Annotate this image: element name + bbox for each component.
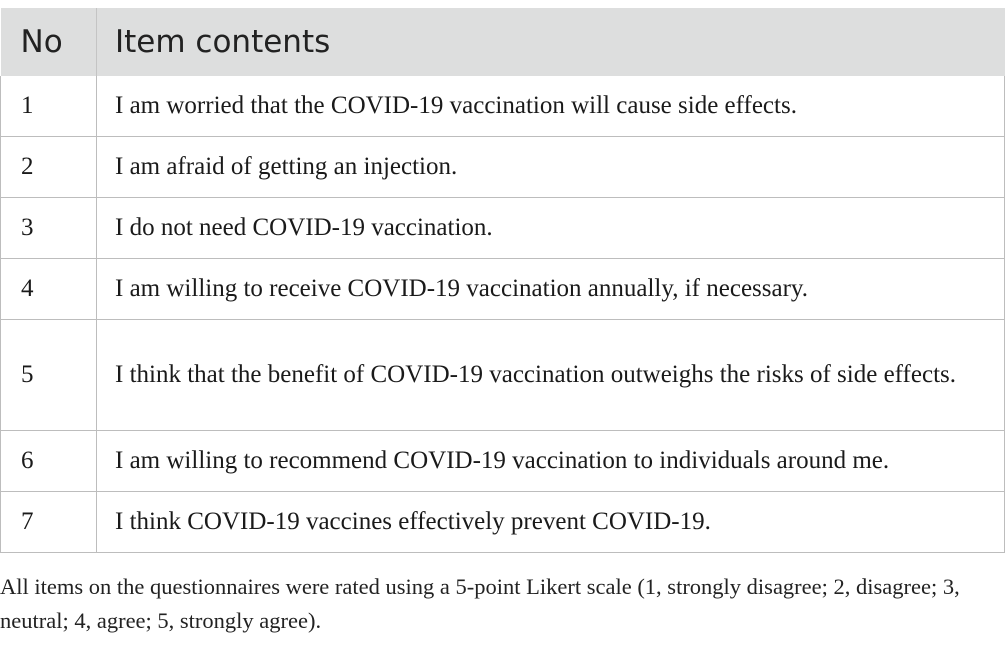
row-item-text: I am willing to receive COVID-19 vaccination annually, if necessary. [97, 259, 1005, 320]
row-number: 3 [1, 198, 97, 259]
table-row [1, 320, 1005, 431]
row-item-text: I am willing to recommend COVID-19 vaccination to individuals around me. [97, 431, 1005, 492]
table-row [1, 492, 1005, 553]
row-item-text: I am worried that the COVID-19 vaccination will cause side effects. [97, 76, 1005, 137]
table-body [1, 76, 1005, 553]
table-row [1, 259, 1005, 320]
row-number: 5 [1, 320, 97, 431]
header-no: No [1, 8, 97, 76]
table-row [1, 76, 1005, 137]
row-item-text: I do not need COVID-19 vaccination. [97, 198, 1005, 259]
table-row [1, 198, 1005, 259]
row-number: 2 [1, 137, 97, 198]
row-item-text: I think COVID-19 vaccines effectively prevent COVID-19. [97, 492, 1005, 553]
row-item-text: I am afraid of getting an injection. [97, 137, 1005, 198]
header-row [1, 8, 1005, 76]
row-number: 6 [1, 431, 97, 492]
questionnaire-table-container [0, 8, 1005, 553]
table-header [1, 8, 1005, 76]
row-number: 4 [1, 259, 97, 320]
row-number: 1 [1, 76, 97, 137]
table-footnote: All items on the questionnaires were rated using a 5-point Likert scale (1, strongly disagree; 2, disagree; 3, neutral; 4, agree; 5, strongly agree). [0, 574, 960, 633]
table-row [1, 431, 1005, 492]
questionnaire-table [0, 8, 1005, 553]
header-item-contents: Item contents [97, 8, 1005, 76]
row-number: 7 [1, 492, 97, 553]
table-row [1, 137, 1005, 198]
row-item-text: I think that the benefit of COVID-19 vaccination outweighs the risks of side effects. [97, 320, 1005, 431]
